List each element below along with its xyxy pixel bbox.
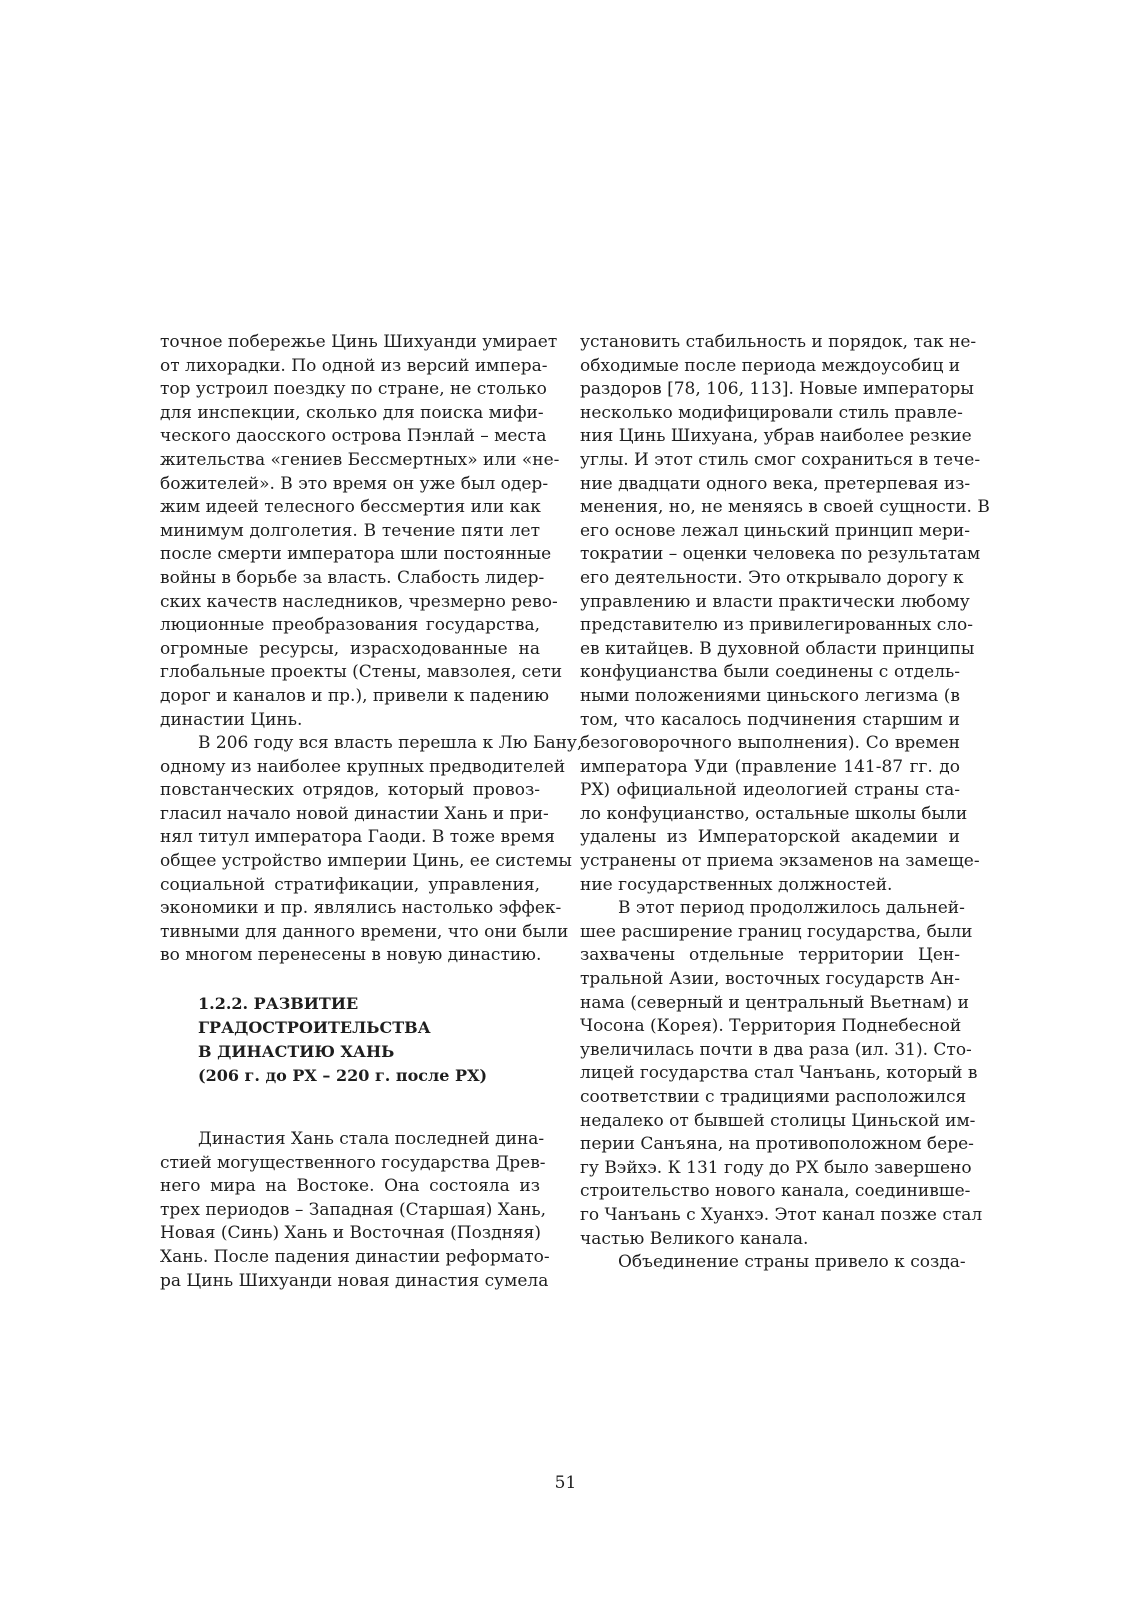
text-line: шее расширение границ государства, были	[580, 921, 973, 942]
text-line: глобальные проекты (Стены, мавзолея, сети	[160, 662, 563, 683]
text-line: ло конфуцианство, остальные школы были	[580, 803, 968, 824]
text-line: для инспекции, сколько для поиска мифи-	[160, 402, 544, 423]
text-line: В этот период продолжилось дальней-	[618, 898, 965, 919]
text-line: минимум долголетия. В течение пяти лет	[160, 520, 540, 541]
text-line: жительства «гениев Бессмертных» или «не-	[160, 449, 560, 470]
text-line: тор устроил поездку по стране, не столько	[160, 379, 547, 400]
heading-line: (206 г. до РХ – 220 г. после РХ)	[198, 1066, 488, 1086]
text-line: ра Цинь Шихуанди новая династия сумела	[160, 1270, 549, 1291]
paragraph	[580, 897, 983, 1251]
text-line: династии Цинь.	[160, 709, 303, 730]
paragraph	[160, 732, 583, 968]
section-heading	[160, 992, 540, 1088]
paragraph	[580, 1251, 966, 1275]
heading-line: ГРАДОСТРОИТЕЛЬСТВА	[198, 1018, 431, 1038]
text-line: конфуцианства были соединены с отдель-	[580, 662, 960, 683]
text-line: точное побережье Цинь Шихуанди умирает	[160, 332, 558, 352]
text-line: обходимые после периода междоусобиц и	[580, 355, 961, 376]
text-line: божителей». В это время он уже был одер-	[160, 473, 549, 494]
text-line: захвачены отдельные территории Цен-	[580, 945, 960, 966]
text-line: императора Уди (правление 141-87 гг. до	[580, 756, 960, 777]
text-line: во многом перенесены в новую династию.	[160, 945, 542, 966]
text-line: ев китайцев. В духовной области принципы	[580, 638, 975, 659]
spacer	[160, 1088, 540, 1128]
text-line: тивными для данного времени, что они были	[160, 921, 569, 942]
text-line: ние государственных должностей.	[580, 874, 893, 895]
text-line: соответствии с традициями расположился	[580, 1087, 967, 1107]
text-line: ние двадцати одного века, претерпевая из-	[580, 473, 971, 494]
text-line: огромные ресурсы, израсходованные на	[160, 638, 540, 659]
text-line: стией могущественного государства Древ-	[160, 1152, 546, 1173]
text-line: Чосона (Корея). Территория Поднебесной	[580, 1016, 962, 1037]
heading-line: В ДИНАСТИЮ ХАНЬ	[198, 1042, 395, 1062]
text-line: войны в борьбе за власть. Слабость лидер-	[160, 567, 545, 588]
text-line: том, что касалось подчинения старшим и	[580, 709, 960, 730]
text-line: менения, но, не меняясь в своей сущности. В	[580, 497, 990, 518]
text-line: его основе лежал циньский принцип мери-	[580, 520, 970, 541]
text-line: управлению и власти практически любому	[580, 591, 970, 612]
text-line: повстанческих отрядов, который провоз-	[160, 780, 540, 801]
text-line: перии Санъяна, на противоположном бере-	[580, 1134, 974, 1155]
text-line: гу Вэйхэ. К 131 году до РХ было завершено	[580, 1157, 972, 1178]
text-line: нама (северный и центральный Вьетнам) и	[580, 992, 969, 1013]
text-line: недалеко от бывшей столицы Циньской им-	[580, 1110, 976, 1131]
text-line: общее устройство империи Цинь, ее системы	[160, 851, 572, 872]
text-line: люционные преобразования государства,	[160, 615, 540, 636]
text-line: жим идеей телесного бессмертия или как	[160, 497, 541, 518]
text-line: него мира на Востоке. Она состояла из	[160, 1176, 540, 1197]
text-line: его деятельности. Это открывало дорогу к	[580, 567, 964, 588]
paragraph	[580, 331, 990, 897]
text-line: лицей государства стал Чанъань, который в	[580, 1063, 978, 1084]
text-line: ческого даосского острова Пэнлай – места	[160, 426, 547, 447]
text-line: тральной Азии, восточных государств Ан-	[580, 969, 960, 990]
text-line: представителю из привилегированных сло-	[580, 615, 974, 636]
text-line: экономики и пр. являлись настолько эффек-	[160, 898, 562, 919]
text-line: В 206 году вся власть перешла к Лю Бану,	[198, 733, 583, 754]
text-line: одному из наиболее крупных предводителей	[160, 756, 566, 777]
text-line: частью Великого канала.	[580, 1228, 809, 1249]
text-line: ния Цинь Шихуана, убрав наиболее резкие	[580, 426, 972, 447]
text-line: Объединение страны привело к созда-	[618, 1252, 966, 1273]
left-column	[160, 331, 583, 1293]
text-line: РХ) официальной идеологией страны ста-	[580, 780, 960, 801]
text-line: тократии – оценки человека по результатам	[580, 544, 981, 565]
text-line: углы. И этот стиль смог сохраниться в тече-	[580, 449, 981, 470]
text-line: нял титул императора Гаоди. В тоже время	[160, 827, 555, 848]
paragraph	[160, 1128, 550, 1293]
spacer	[160, 968, 540, 992]
text-line: раздоров [78, 106, 113]. Новые императоры	[580, 379, 974, 400]
text-line: ными положениями циньского легизма (в	[580, 685, 960, 706]
text-line: ских качеств наследников, чрезмерно рево-	[160, 591, 558, 612]
text-line: го Чанъань с Хуанхэ. Этот канал позже стал	[580, 1204, 983, 1225]
text-line: несколько модифицировали стиль правле-	[580, 402, 963, 423]
text-line: увеличилась почти в два раза (ил. 31). Сто-	[580, 1039, 972, 1060]
text-line: трех периодов – Западная (Старшая) Хань,	[160, 1199, 547, 1220]
text-line: Новая (Синь) Хань и Восточная (Поздняя)	[160, 1223, 542, 1244]
text-line: гласил начало новой династии Хань и при-	[160, 803, 549, 824]
text-line: дорог и каналов и пр.), привели к падению	[160, 685, 550, 706]
page-number: 51	[554, 1473, 577, 1493]
heading-line: 1.2.2. РАЗВИТИЕ	[198, 994, 359, 1014]
text-line: удалены из Императорской академии и	[580, 827, 960, 848]
paragraph	[160, 331, 563, 732]
text-line: строительство нового канала, соединивше-	[580, 1181, 971, 1202]
text-line: после смерти императора шли постоянные	[160, 544, 552, 565]
text-line: безоговорочного выполнения). Со времен	[580, 733, 960, 754]
text-line: установить стабильность и порядок, так не-	[580, 332, 977, 352]
text-line: устранены от приема экзаменов на замеще-	[580, 851, 980, 872]
text-line: Династия Хань стала последней дина-	[198, 1129, 545, 1150]
text-line: от лихорадки. По одной из версий импера-	[160, 355, 548, 376]
text-line: социальной стратификации, управления,	[160, 874, 540, 895]
text-line: Хань. После падения династии реформато-	[160, 1247, 550, 1267]
right-column	[580, 331, 990, 1275]
